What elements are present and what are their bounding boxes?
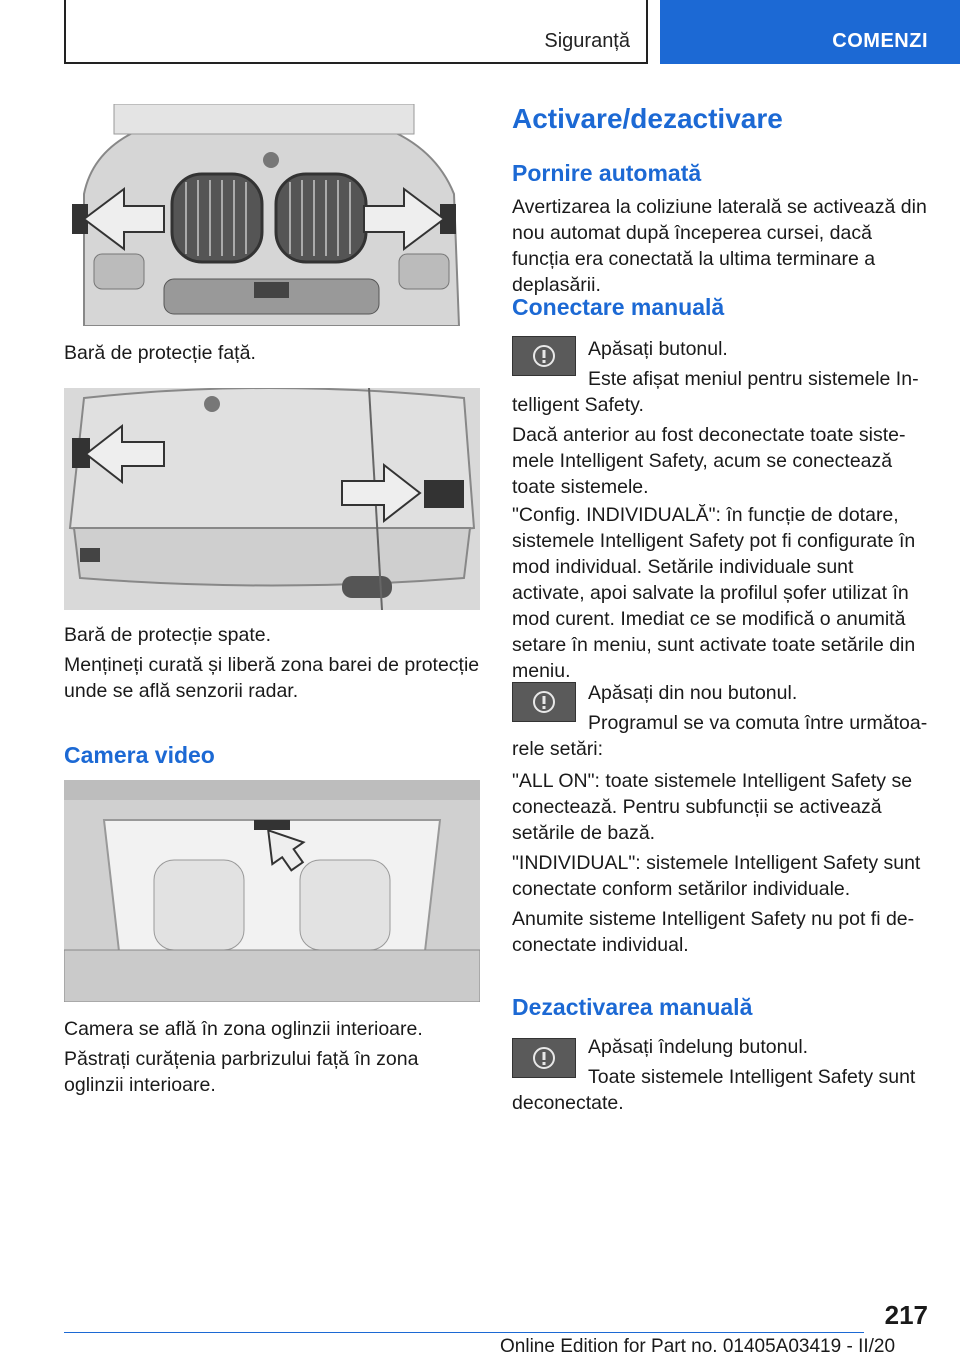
all-off-text: Toate sistemele Intelligent Safety sunt deconectate. (512, 1066, 916, 1114)
header-section-label: Siguranță (544, 30, 630, 52)
all-on-text: "ALL ON": toate sistemele Intelligent Safety se conectează. Pentru subfuncții se activează setările de bază. (512, 770, 913, 844)
manual-on-heading: Conectare manuală (512, 294, 725, 320)
press-long-text: Apăsați îndelung butonul. (588, 1036, 809, 1058)
program-switch-text: Programul se va comuta între următoarele setări: (512, 712, 928, 760)
camera-heading: Camera video (64, 742, 215, 768)
auto-start-heading: Pornire automată (512, 160, 702, 186)
press-again-text: Apăsați din nou butonul. (588, 682, 798, 704)
footer-rule (64, 1332, 864, 1333)
header-chapter-label: COMENZI (832, 30, 928, 52)
rear-bumper-illustration (64, 388, 480, 610)
bumper-clean-text: Mențineți curată și liberă zona barei de protecție unde se află senzorii radar. (64, 654, 480, 702)
front-bumper-illustration (64, 104, 464, 326)
manual-off-heading: Dezactivarea manuală (512, 994, 753, 1020)
front-bumper-caption: Bară de protecție față. (64, 342, 256, 364)
header-chapter-tab[interactable] (660, 0, 960, 64)
config-individual-text: "Config. INDIVIDUALĂ": în funcție de dotare, sistemele Intelligent Safety pot fi configurate în mod individual. Setările individuale sunt activate, apoi salvate la profilul șofer utilizat în mod curent. Imediat ce se modifică o anumită setare în meniu, sunt activate toate setările din meniu. (512, 504, 916, 682)
header-section-tab[interactable] (64, 0, 648, 64)
menu-displayed-text: Este afișat meniul pentru sistemele Intelligent Safety. (512, 368, 919, 416)
individual-text: "INDIVIDUAL": sistemele Intelligent Safety sunt conectate conform setărilor individuale. (512, 852, 921, 900)
press-button-text: Apăsați butonul. (588, 338, 728, 360)
previously-off-text: Dacă anterior au fost deconectate toate sistemele Intelligent Safety, acum se conectează toate sistemele. (512, 424, 906, 498)
rear-bumper-caption: Bară de protecție spate. (64, 624, 272, 646)
page-title: Activare/dezactivare (512, 103, 783, 134)
footer-edition: Online Edition for Part no. 01405A03419 - II/20 (500, 1336, 896, 1357)
camera-caption: Camera se află în zona oglinzii interioare. (64, 1018, 423, 1040)
cannot-disable-text: Anumite sisteme Intelligent Safety nu pot fi deconectate individual. (512, 908, 915, 956)
camera-illustration (64, 780, 480, 1002)
page-number: 217 (884, 1300, 928, 1330)
windshield-text: Păstrați curățenia parbrizului față în zona oglinzii interioare. (64, 1048, 419, 1096)
auto-start-text: Avertizarea la coliziune laterală se activează din nou automat după începerea cursei, dacă funcția era conectată la ultima terminare a deplasării. (512, 196, 927, 296)
